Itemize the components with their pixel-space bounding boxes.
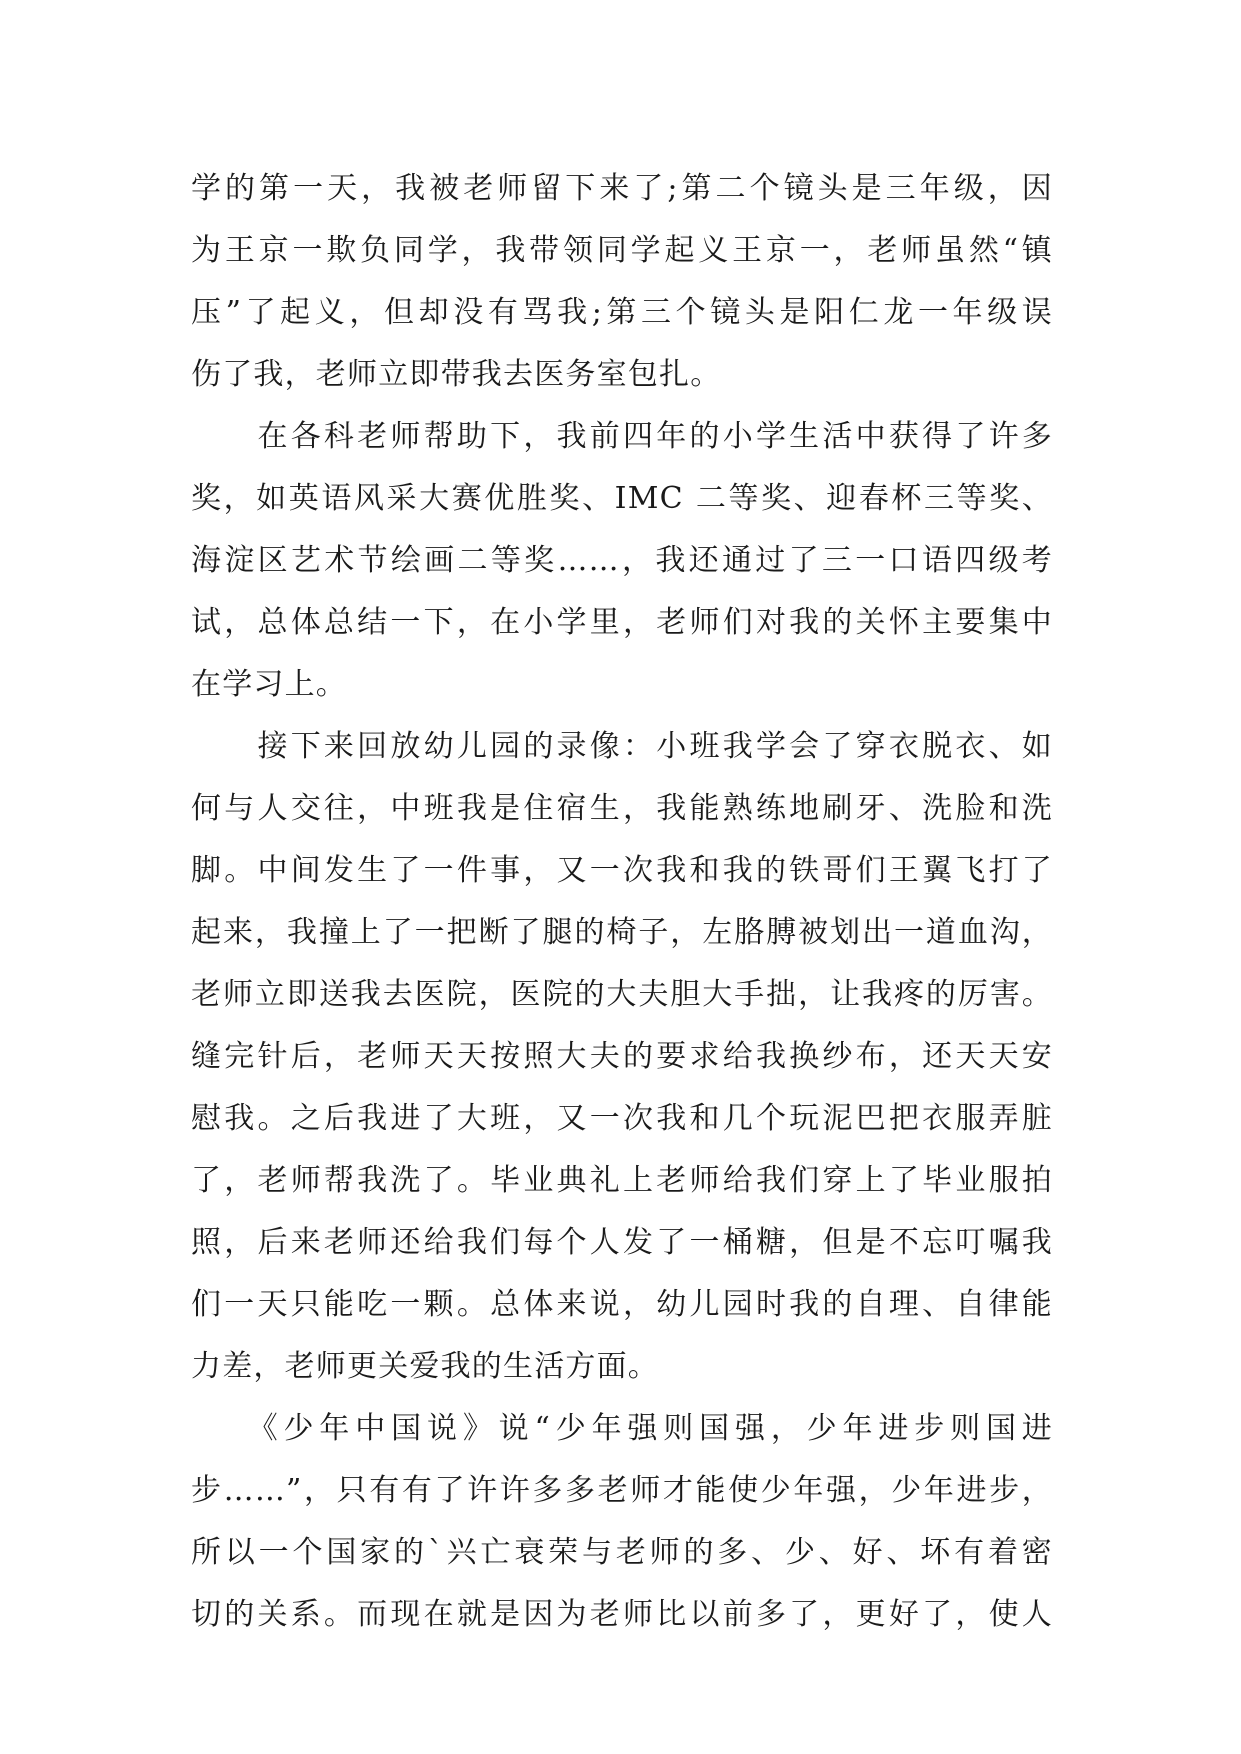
text-line: 缝完针后，老师天天按照大夫的要求给我换纱布，还天天安: [191, 1039, 1053, 1074]
text-line: 何与人交往，中班我是住宿生，我能熟练地刷牙、洗脸和洗: [191, 791, 1053, 826]
body-text: [191, 158, 1053, 1646]
text-line: 《少年中国说》说“少年强则国强，少年进步则国进: [191, 1411, 1053, 1446]
text-line: 接下来回放幼儿园的录像：小班我学会了穿衣脱衣、如: [191, 729, 1053, 764]
text-line: 起来，我撞上了一把断了腿的椅子，左胳膊被划出一道血沟，: [191, 915, 1053, 950]
text-line: 伤了我，老师立即带我去医务室包扎。: [191, 357, 722, 392]
text-line: 力差，老师更关爱我的生活方面。: [191, 1349, 659, 1384]
text-line: 照，后来老师还给我们每个人发了一桶糖，但是不忘叮嘱我: [191, 1225, 1053, 1260]
text-line: 海淀区艺术节绘画二等奖……，我还通过了三一口语四级考: [191, 543, 1053, 578]
text-line: 慰我。之后我进了大班，又一次我和几个玩泥巴把衣服弄脏: [191, 1101, 1053, 1136]
text-line: 切的关系。而现在就是因为老师比以前多了，更好了，使人: [191, 1597, 1053, 1632]
text-line: 老师立即送我去医院，医院的大夫胆大手拙，让我疼的厉害。: [191, 977, 1053, 1012]
text-line: 学的第一天，我被老师留下来了;第二个镜头是三年级，因: [191, 171, 1053, 206]
text-line: 为王京一欺负同学，我带领同学起义王京一，老师虽然“镇: [191, 233, 1053, 268]
text-line: 压”了起义，但却没有骂我;第三个镜头是阳仁龙一年级误: [191, 295, 1053, 330]
text-line: 奖，如英语风采大赛优胜奖、IMC 二等奖、迎春杯三等奖、: [191, 481, 1053, 516]
text-line: 试，总体总结一下，在小学里，老师们对我的关怀主要集中: [191, 605, 1053, 640]
text-line: 步……”，只有有了许许多多老师才能使少年强，少年进步，: [191, 1473, 1053, 1508]
text-line: 脚。中间发生了一件事，又一次我和我的铁哥们王翼飞打了: [191, 853, 1053, 888]
text-line: 了，老师帮我洗了。毕业典礼上老师给我们穿上了毕业服拍: [191, 1163, 1053, 1198]
text-line: 们一天只能吃一颗。总体来说，幼儿园时我的自理、自律能: [191, 1287, 1053, 1322]
text-line: 所以一个国家的`兴亡衰荣与老师的多、少、好、坏有着密: [191, 1535, 1053, 1570]
text-line: 在学习上。: [191, 667, 347, 702]
text-line: 在各科老师帮助下，我前四年的小学生活中获得了许多: [191, 419, 1053, 454]
